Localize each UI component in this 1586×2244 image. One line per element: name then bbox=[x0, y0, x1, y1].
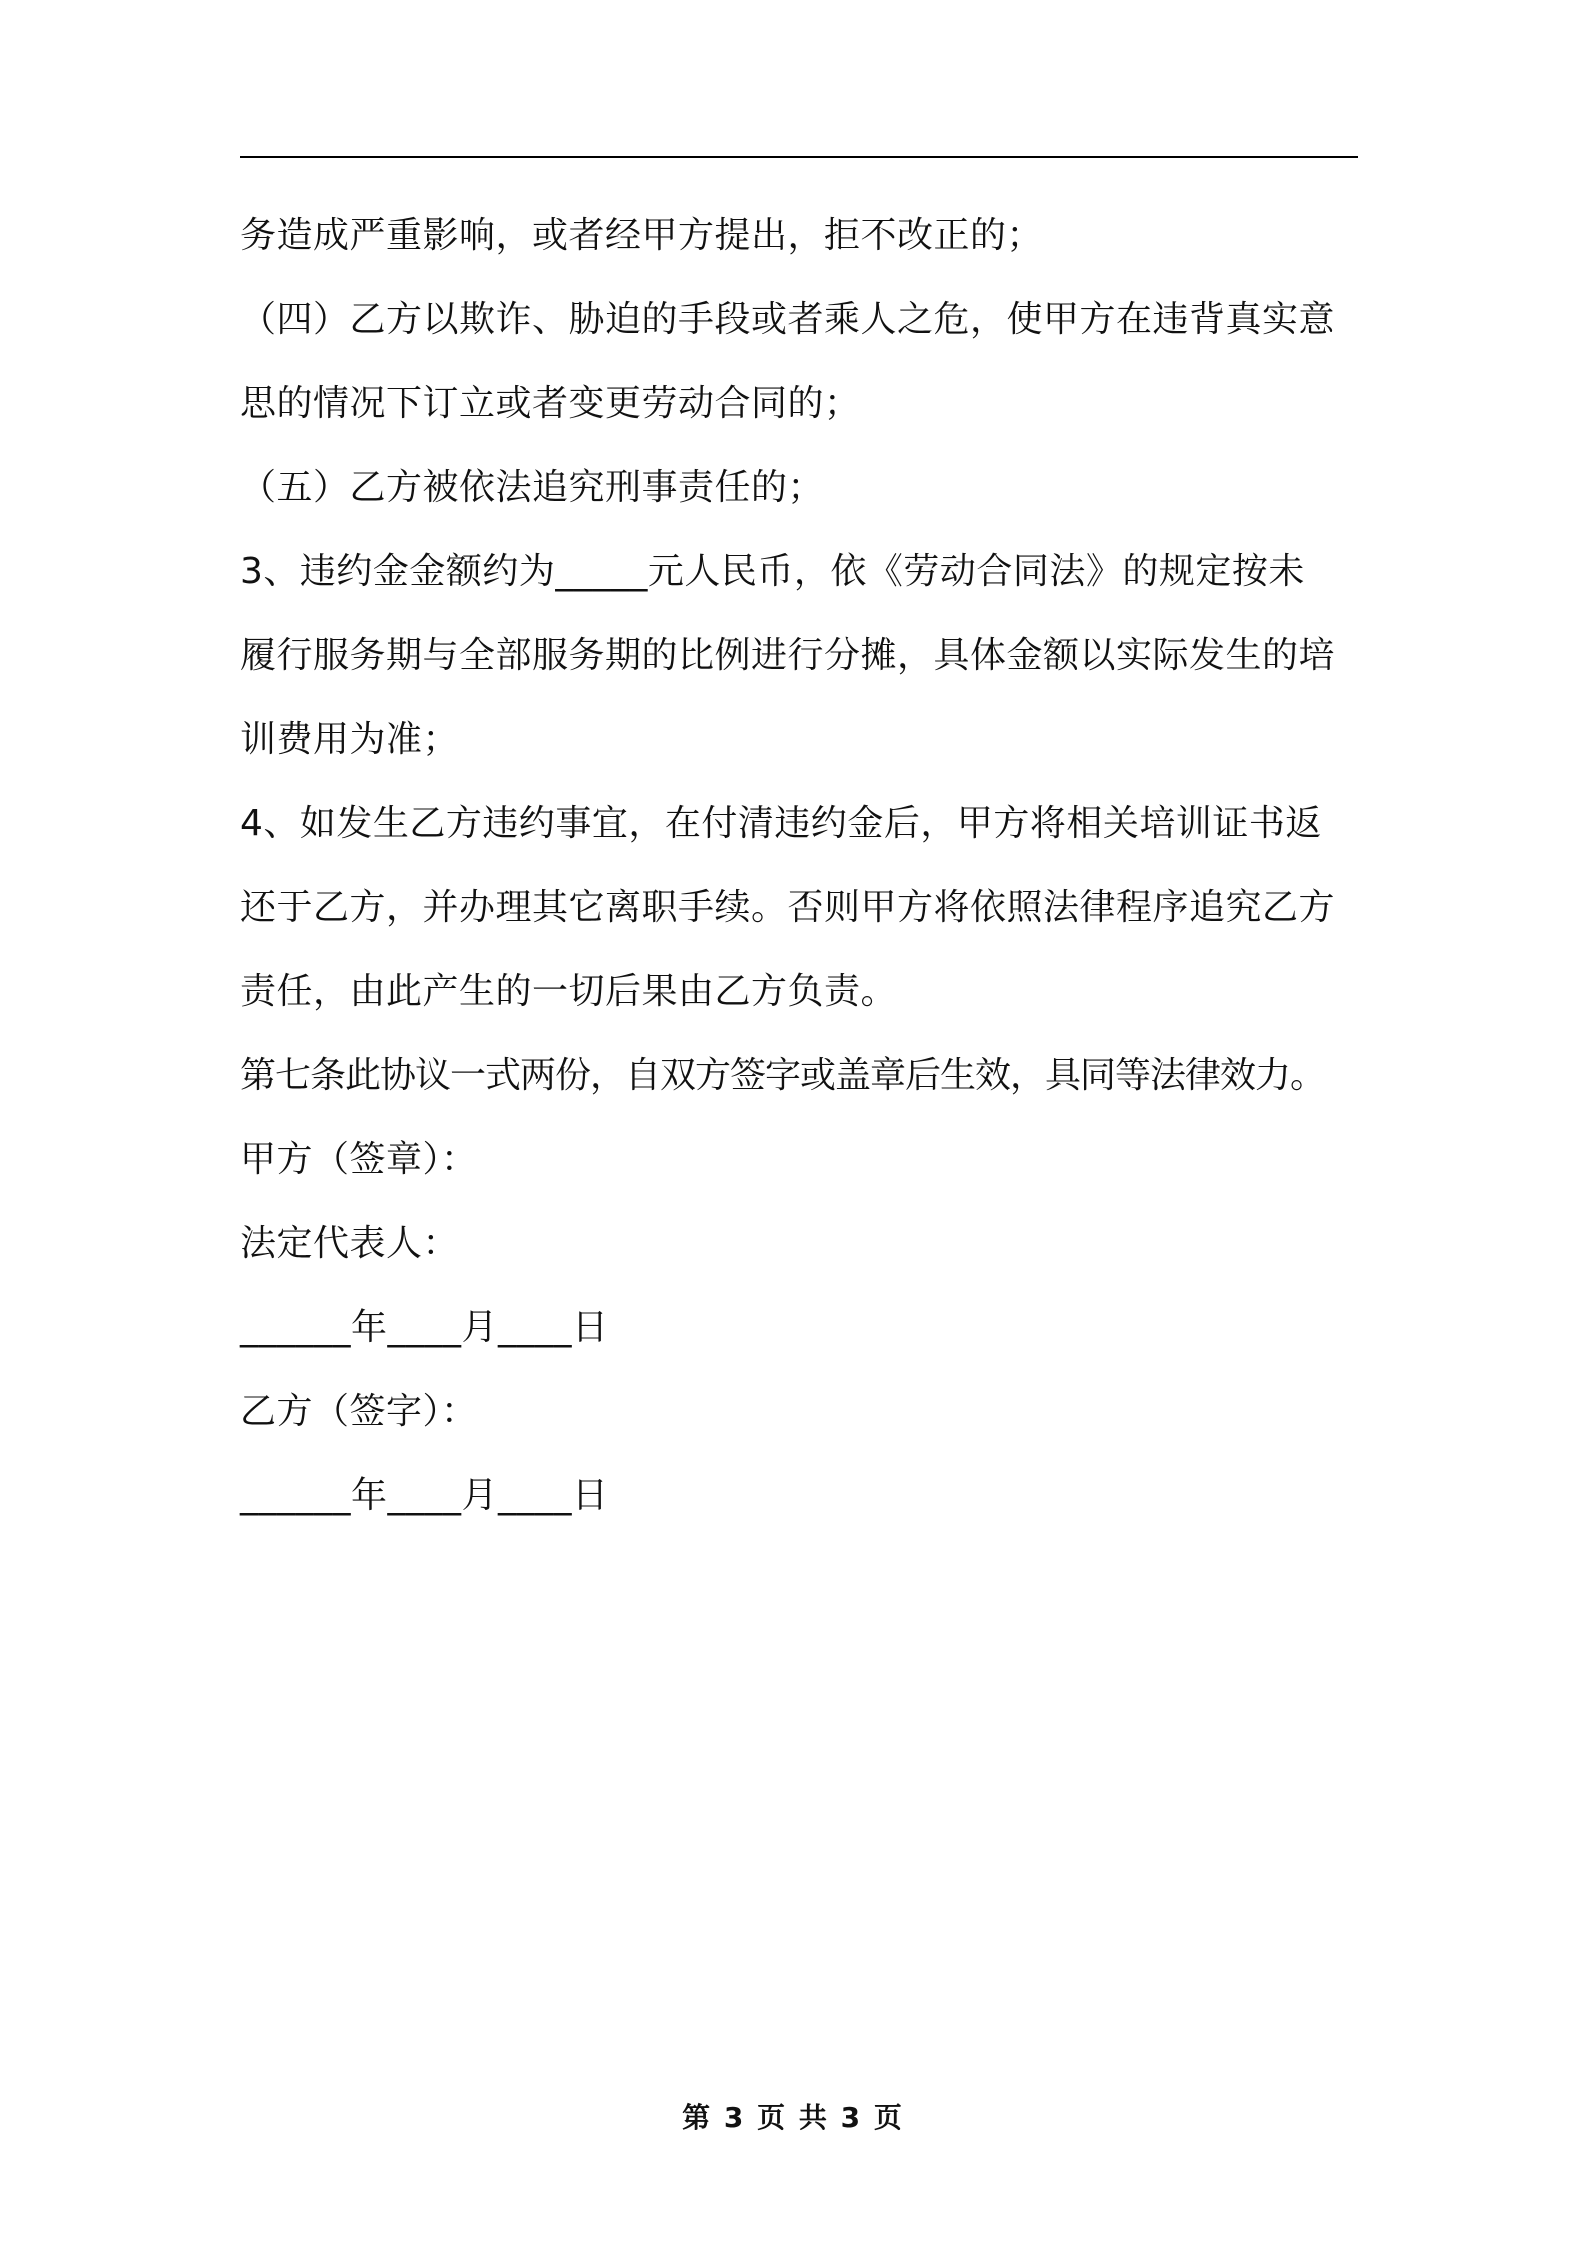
body-line-article-7: 第七条此协议一式两份，自双方签字或盖章后生效，具同等法律效力。 bbox=[240, 1055, 1326, 1096]
party-b-signature-label: 乙方（签字）： bbox=[240, 1391, 478, 1432]
body-line-clause-5: （五）乙方被依法追究刑事责任的； bbox=[240, 467, 825, 508]
legal-representative-label: 法定代表人： bbox=[240, 1223, 460, 1264]
party-a-date-line: ______年____月____日 bbox=[240, 1307, 609, 1348]
body-line-item-3: 3、违约金金额约为_____元人民币，依《劳动合同法》的规定按未 bbox=[240, 551, 1305, 592]
party-a-seal-label: 甲方（签章）： bbox=[240, 1139, 478, 1180]
body-line-item-4: 4、如发生乙方违约事宜，在付清违约金后，甲方将相关培训证书返 bbox=[240, 803, 1322, 844]
body-line-item-4-end: 责任，由此产生的一切后果由乙方负责。 bbox=[240, 971, 898, 1012]
body-line-item-3-end: 训费用为准； bbox=[240, 719, 460, 760]
page-number: 第 3 页 共 3 页 bbox=[682, 2101, 904, 2134]
document-body bbox=[240, 194, 1360, 1538]
header-rule bbox=[240, 156, 1358, 158]
party-b-date-line: ______年____月____日 bbox=[240, 1475, 609, 1516]
body-line-item-4-cont: 还于乙方，并办理其它离职手续。否则甲方将依照法律程序追究乙方 bbox=[240, 887, 1336, 928]
body-line-clause-4-cont: 思的情况下订立或者变更劳动合同的； bbox=[240, 383, 861, 424]
body-line-item-3-cont: 履行服务期与全部服务期的比例进行分摊，具体金额以实际发生的培 bbox=[240, 635, 1336, 676]
body-line-continued-clause: 务造成严重影响，或者经甲方提出，拒不改正的； bbox=[240, 215, 1044, 256]
body-line-clause-4: （四）乙方以欺诈、胁迫的手段或者乘人之危，使甲方在违背真实意 bbox=[240, 299, 1336, 340]
